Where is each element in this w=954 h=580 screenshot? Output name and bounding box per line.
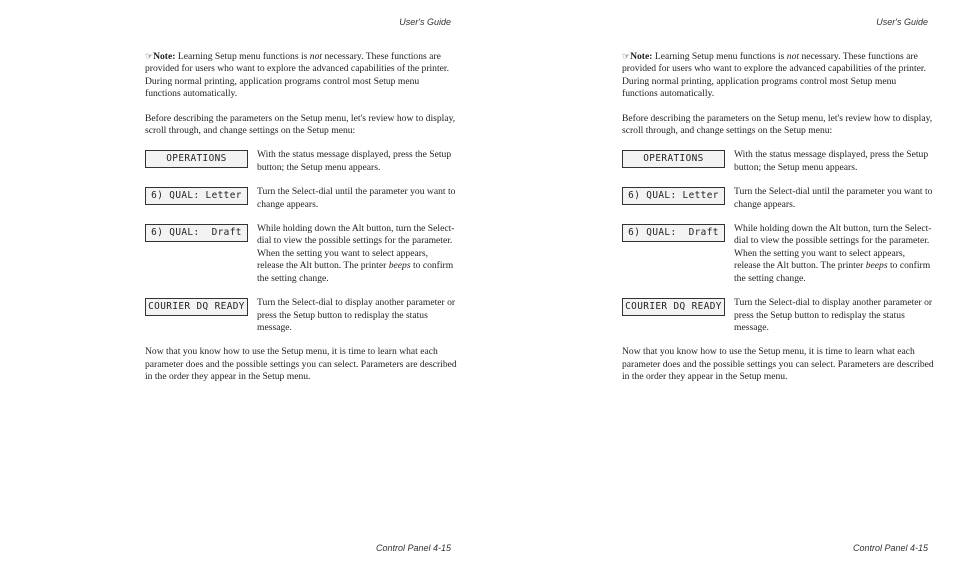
step-courier-ready: [145, 297, 457, 334]
lcd-display: OPERATIONS: [145, 150, 248, 168]
running-footer: Control Panel 4-15: [375, 543, 451, 553]
step-text-post: to confirm the setting change.: [734, 260, 931, 284]
running-footer: Control Panel 4-15: [852, 543, 928, 553]
note-text-em: not: [309, 51, 323, 62]
note-label: Note:: [630, 51, 653, 62]
outro-paragraph: Now that you know how to use the Setup menu, it is time to learn what each parameter does and the possible settings you can select. Parameters are described in the order they appear in the Setup menu.: [622, 346, 934, 383]
step-text: Turn the Select-dial until the parameter you want to change appears.: [257, 186, 456, 210]
step-text-post: to confirm the setting change.: [257, 260, 454, 284]
note-paragraph: [622, 50, 934, 101]
step-qual-draft: [145, 223, 457, 285]
step-text: Turn the Select-dial to display another parameter or press the Setup button to redisplay the status message.: [734, 297, 933, 333]
note-text-em: not: [786, 51, 800, 62]
step-operations: [622, 149, 934, 174]
lcd-display: COURIER DQ READY: [622, 298, 725, 316]
step-text-em: beeps: [865, 260, 888, 272]
page-body: [145, 50, 457, 396]
lcd-display: OPERATIONS: [622, 150, 725, 168]
note-label: Note:: [153, 51, 176, 62]
lcd-display: 6) QUAL: Letter: [145, 187, 248, 205]
step-qual-letter: [145, 186, 457, 211]
step-text: [257, 223, 457, 285]
step-operations: [145, 149, 457, 174]
note-paragraph: [145, 50, 457, 101]
pointing-hand-icon: ☞: [145, 51, 154, 61]
note-text-post: necessary. These functions are provided for users who want to explore the advanced capabilities of the printer. During normal printing, application programs control most Setup menu functions automatically.: [622, 51, 926, 100]
step-text-pre: While holding down the Alt button, turn the Select-dial to view the possible settings for the parameter. When the setting you want to select appears, release the Alt button. The printer: [257, 223, 455, 272]
running-header: User's Guide: [399, 17, 451, 27]
step-qual-draft: [622, 223, 934, 285]
note-text-post: necessary. These functions are provided for users who want to explore the advanced capabilities of the printer. During normal printing, application programs control most Setup menu functions automatically.: [145, 51, 449, 100]
step-text: Turn the Select-dial until the parameter you want to change appears.: [734, 186, 933, 210]
note-text-pre: Learning Setup menu functions is: [654, 51, 785, 62]
step-text: With the status message displayed, press the Setup button; the Setup menu appears.: [734, 149, 929, 173]
intro-paragraph: Before describing the parameters on the Setup menu, let's review how to display, scroll through, and change settings on the Setup menu:: [145, 112, 456, 137]
outro-paragraph: Now that you know how to use the Setup menu, it is time to learn what each parameter does and the possible settings you can select. Parameters are described in the order they appear in the Setup menu.: [145, 346, 457, 383]
lcd-display: 6) QUAL: Letter: [622, 187, 725, 205]
lcd-display: 6) QUAL: Draft: [622, 224, 725, 242]
lcd-display: 6) QUAL: Draft: [145, 224, 248, 242]
step-courier-ready: [622, 297, 934, 334]
intro-paragraph: Before describing the parameters on the Setup menu, let's review how to display, scroll through, and change settings on the Setup menu:: [622, 112, 933, 137]
step-text: Turn the Select-dial to display another parameter or press the Setup button to redisplay the status message.: [257, 297, 456, 333]
right-page: [477, 0, 954, 580]
pointing-hand-icon: ☞: [622, 51, 631, 61]
step-qual-letter: [622, 186, 934, 211]
step-text-pre: While holding down the Alt button, turn the Select-dial to view the possible settings for the parameter. When the setting you want to select appears, release the Alt button. The printer: [734, 223, 932, 272]
running-header: User's Guide: [876, 17, 928, 27]
note-text-pre: Learning Setup menu functions is: [177, 51, 308, 62]
lcd-display: COURIER DQ READY: [145, 298, 248, 316]
step-text: With the status message displayed, press the Setup button; the Setup menu appears.: [257, 149, 452, 173]
page-body: [622, 50, 934, 396]
step-text-em: beeps: [388, 260, 411, 272]
step-text: [734, 223, 934, 285]
